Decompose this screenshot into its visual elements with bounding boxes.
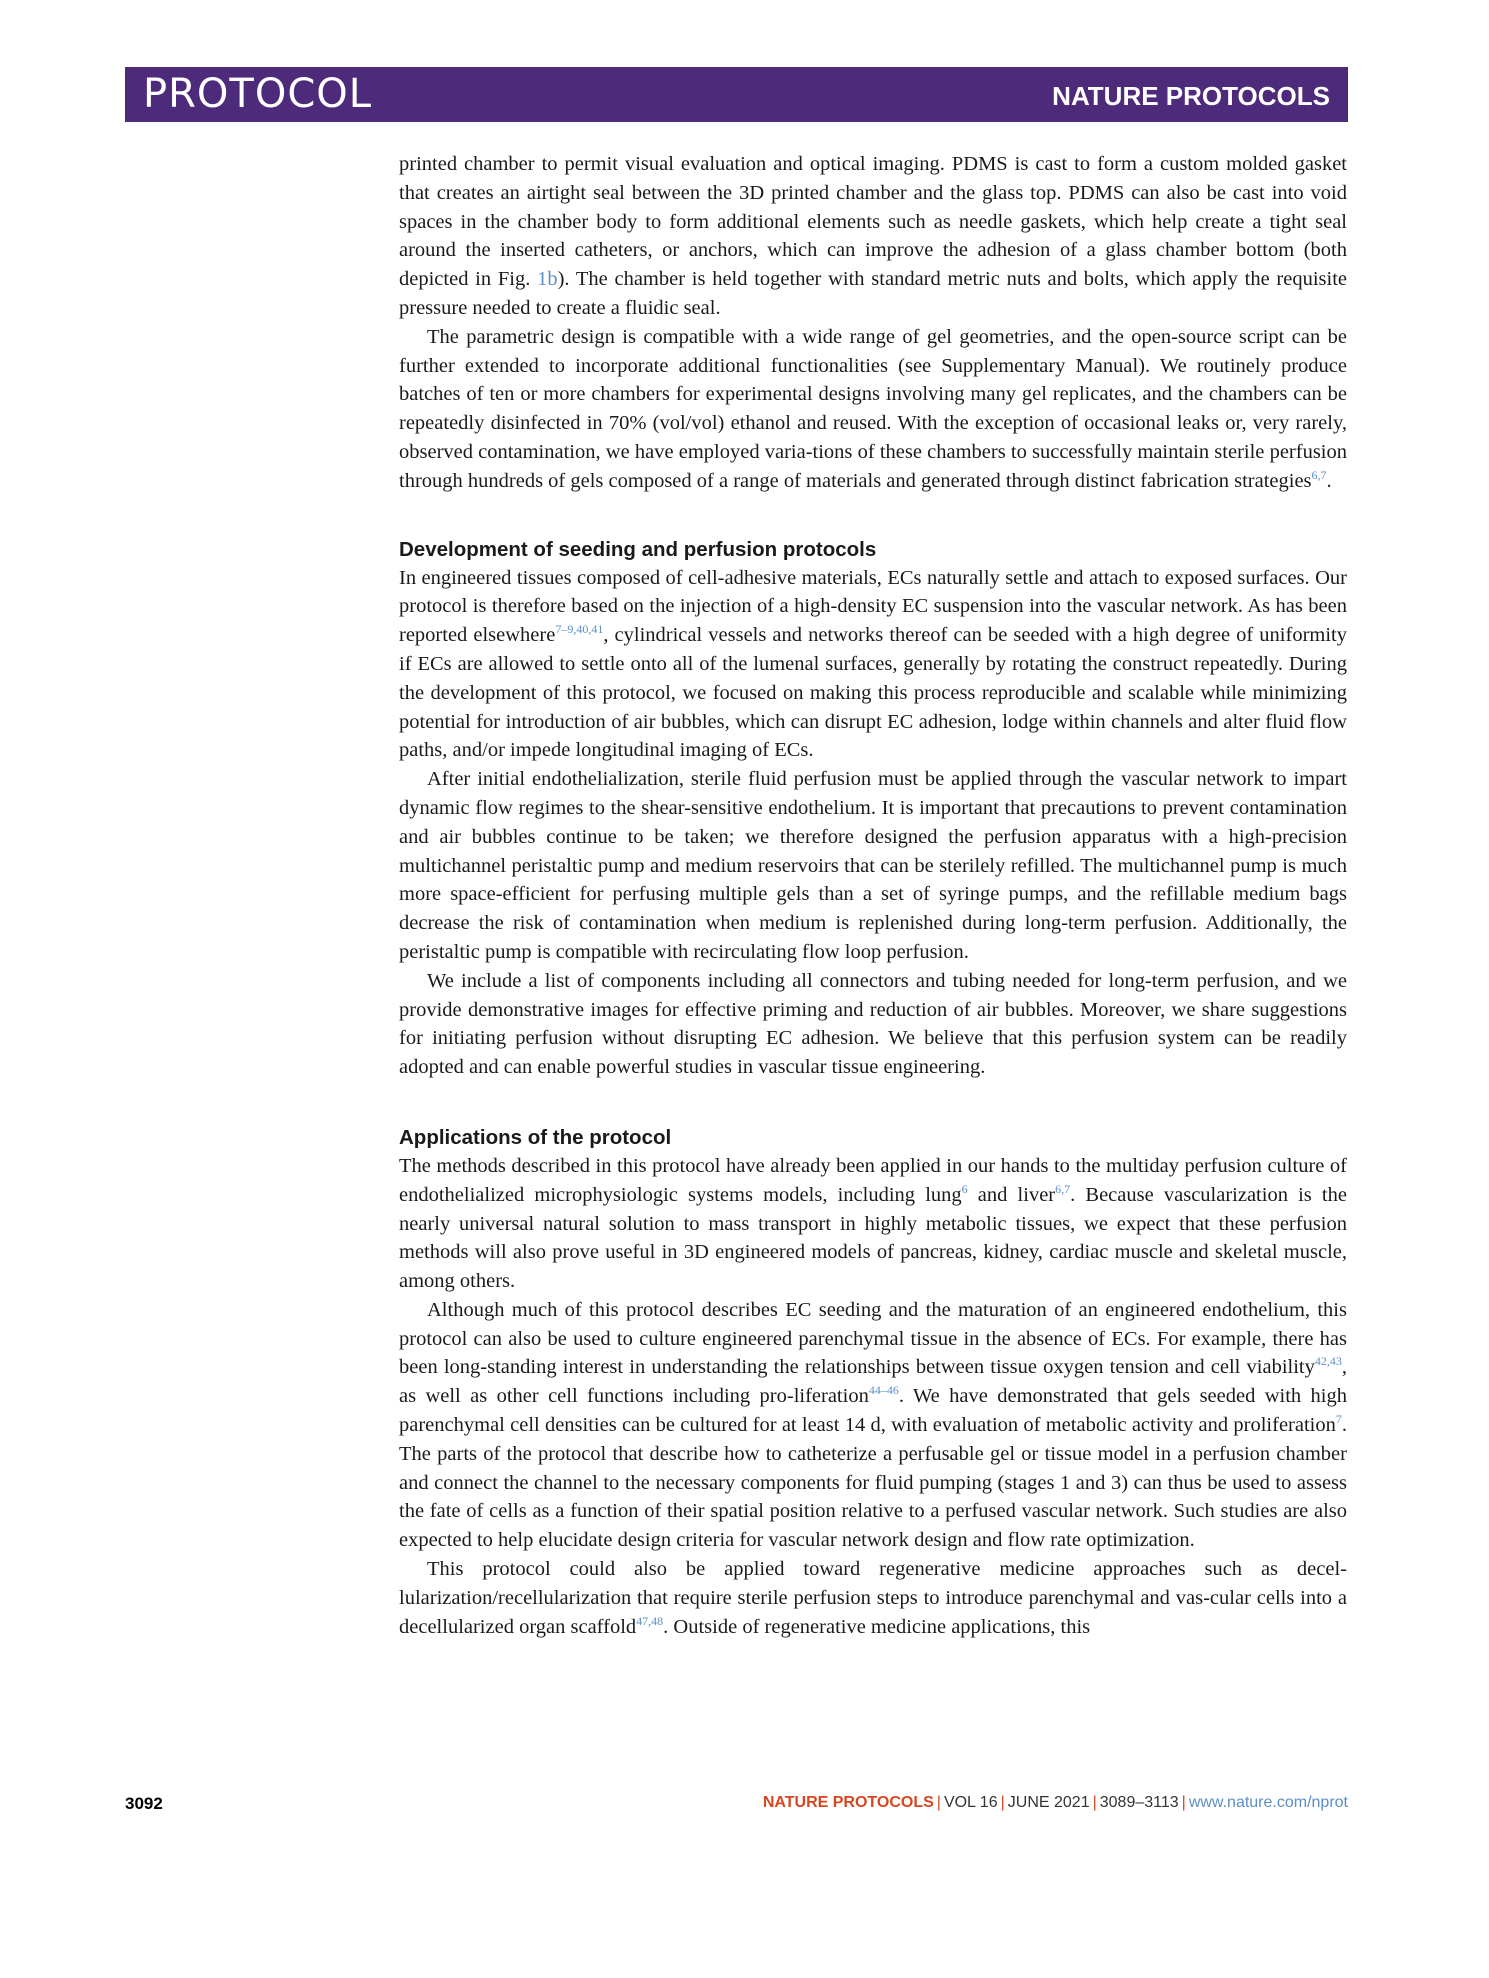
section-heading: Development of seeding and perfusion protocols bbox=[399, 537, 877, 561]
footer-citation: NATURE PROTOCOLS | VOL 16 | JUNE 2021 | 3089–3113 | www.nature.com/nprot bbox=[762, 1794, 1348, 1811]
paragraph: After initial endothelialization, sterile fluid perfusion must be applied through the vascular network to impart dynamic flow regimes to the shear-sensitive endothelium. It is important that precautions to prevent contamination and air bubbles continue to be taken; we therefore designed the perfusion apparatus with a high-precision multichannel peristaltic pump and medium reservoirs that can be sterilely refilled. The multichannel pump is much more space-efficient for perfusing multiple gels than a set of syringe pumps, and the refillable medium bags decrease the risk of contamination when medium is replenished during long-term perfusion. Additionally, the peristaltic pump is compatible with recirculating flow loop perfusion. bbox=[399, 768, 1347, 963]
footer-url[interactable]: www.nature.com/nprot bbox=[1188, 1794, 1348, 1811]
footer-pages: 3089–3113 bbox=[1099, 1794, 1179, 1811]
section-label: PROTOCOL bbox=[143, 71, 373, 117]
article-body bbox=[399, 150, 1347, 1641]
paragraph: This protocol could also be applied toward regenerative medicine approaches such as decel-lularization/recellularization that require sterile perfusion steps to introduce parenchymal and vas-cular cells into a decellularized organ scaffold$^{47,48}$. Outside of regenerative medicine applications, this bbox=[399, 1558, 1347, 1638]
footer-date: JUNE 2021 bbox=[1007, 1794, 1090, 1811]
citation-link[interactable]: 44–46 bbox=[868, 1383, 899, 1398]
paragraph: We include a list of components including all connectors and tubing needed for long-term perfusion, and we provide demonstrative images for effective priming and reduction of air bubbles. Moreover, we share suggestions for initiating perfusion without disrupting EC adhesion. We believe that this perfusion system can be readily adopted and can enable powerful studies in vascular tissue engineering. bbox=[399, 969, 1347, 1079]
section-heading: Applications of the protocol bbox=[399, 1125, 672, 1149]
footer-volume: VOL 16 bbox=[943, 1794, 998, 1811]
citation-link[interactable]: 6,7 bbox=[1055, 1181, 1071, 1196]
paragraph: printed chamber to permit visual evaluation and optical imaging. PDMS is cast to form a custom molded gasket that creates an airtight seal between the 3D printed chamber and the glass top. PDMS can also be cast into void spaces in the chamber body to form additional elements such as needle gaskets, which help create a tight seal around the inserted catheters, or anchors, which can improve the adhesion of a glass chamber bottom (both depicted in Fig. 1b). The chamber is held together with standard metric nuts and bolts, which apply the requisite pressure needed to create a fluidic seal. bbox=[399, 153, 1348, 319]
paragraph: The methods described in this protocol have already been applied in our hands to the multiday perfusion culture of endothelialized microphysiologic systems models, including lung$^6$ and liver$^{6,7}$. Because vascularization is the nearly universal natural solution to mass transport in highly metabolic tissues, we expect that these perfusion methods will also prove useful in 3D engineered models of pancreas, kidney, cardiac muscle and skeletal muscle, among others. bbox=[399, 1154, 1347, 1293]
citation-link[interactable]: 6,7 bbox=[1311, 467, 1327, 482]
paragraph: Although much of this protocol describes EC seeding and the maturation of an engineered endothelium, this protocol can also be used to culture engineered parenchymal tissue in the absence of ECs. For example, there has been long-standing interest in understanding the relationships between tissue oxygen tension and cell viability$^{42,43}$, as well as other cell functions including pro-liferation$^{44-46}$. We have demonstrated that gels seeded with high parenchymal cell densities can be cultured for at least 14 d, with evaluation of metabolic activity and proliferation$^7$. The parts of the protocol that describe how to catheterize a perfusable gel or tissue model in a perfusion chamber and connect the channel to the necessary components for fluid pumping (stages 1 and 3) can thus be used to assess the fate of cells as a function of their spatial position relative to a perfused vascular network. Such studies are also expected to help elucidate design criteria for vascular network design and flow rate optimization. bbox=[399, 1298, 1348, 1552]
citation-link[interactable]: 6 bbox=[961, 1181, 968, 1196]
figure-link[interactable]: 1b bbox=[537, 268, 558, 291]
header-banner bbox=[125, 67, 1348, 122]
citation-link[interactable]: 7–9,40,41 bbox=[555, 622, 604, 637]
journal-name: NATURE PROTOCOLS bbox=[1052, 81, 1330, 111]
paragraph: In engineered tissues composed of cell-adhesive materials, ECs naturally settle and attach to exposed surfaces. Our protocol is therefore based on the injection of a high-density EC suspension into the vascular network. As has been reported elsewhere$^{7-9,40,41}$, cylindrical vessels and networks thereof can be seeded with a high degree of uniformity if ECs are allowed to settle onto all of the lumenal surfaces, generally by rotating the construct repeatedly. During the development of this protocol, we focused on making this process reproducible and scalable while minimizing potential for introduction of air bubbles, which can disrupt EC adhesion, lodge within channels and alter fluid flow paths, and/or impede longitudinal imaging of ECs. bbox=[399, 566, 1347, 762]
page-number: 3092 bbox=[125, 1794, 163, 1813]
citation-link[interactable]: 7 bbox=[1335, 1412, 1342, 1427]
citation-link[interactable]: 47,48 bbox=[636, 1613, 664, 1628]
footer-journal-name: NATURE PROTOCOLS bbox=[762, 1794, 934, 1811]
citation-link[interactable]: 42,43 bbox=[1314, 1354, 1342, 1369]
paragraph: The parametric design is compatible with a wide range of gel geometries, and the open-source script can be further extended to incorporate additional functionalities (see Supplementary Manual). We routinely produce batches of ten or more chambers for experimental designs involving many gel replicates, and the chambers can be repeatedly disinfected in 70% (vol/vol) ethanol and reused. With the exception of occasional leaks or, very rarely, observed contamination, we have employed varia-tions of these chambers to successfully maintain sterile perfusion through hundreds of gels composed of a range of materials and generated through distinct fabrication strategies$^{6,7}$. bbox=[399, 325, 1347, 492]
